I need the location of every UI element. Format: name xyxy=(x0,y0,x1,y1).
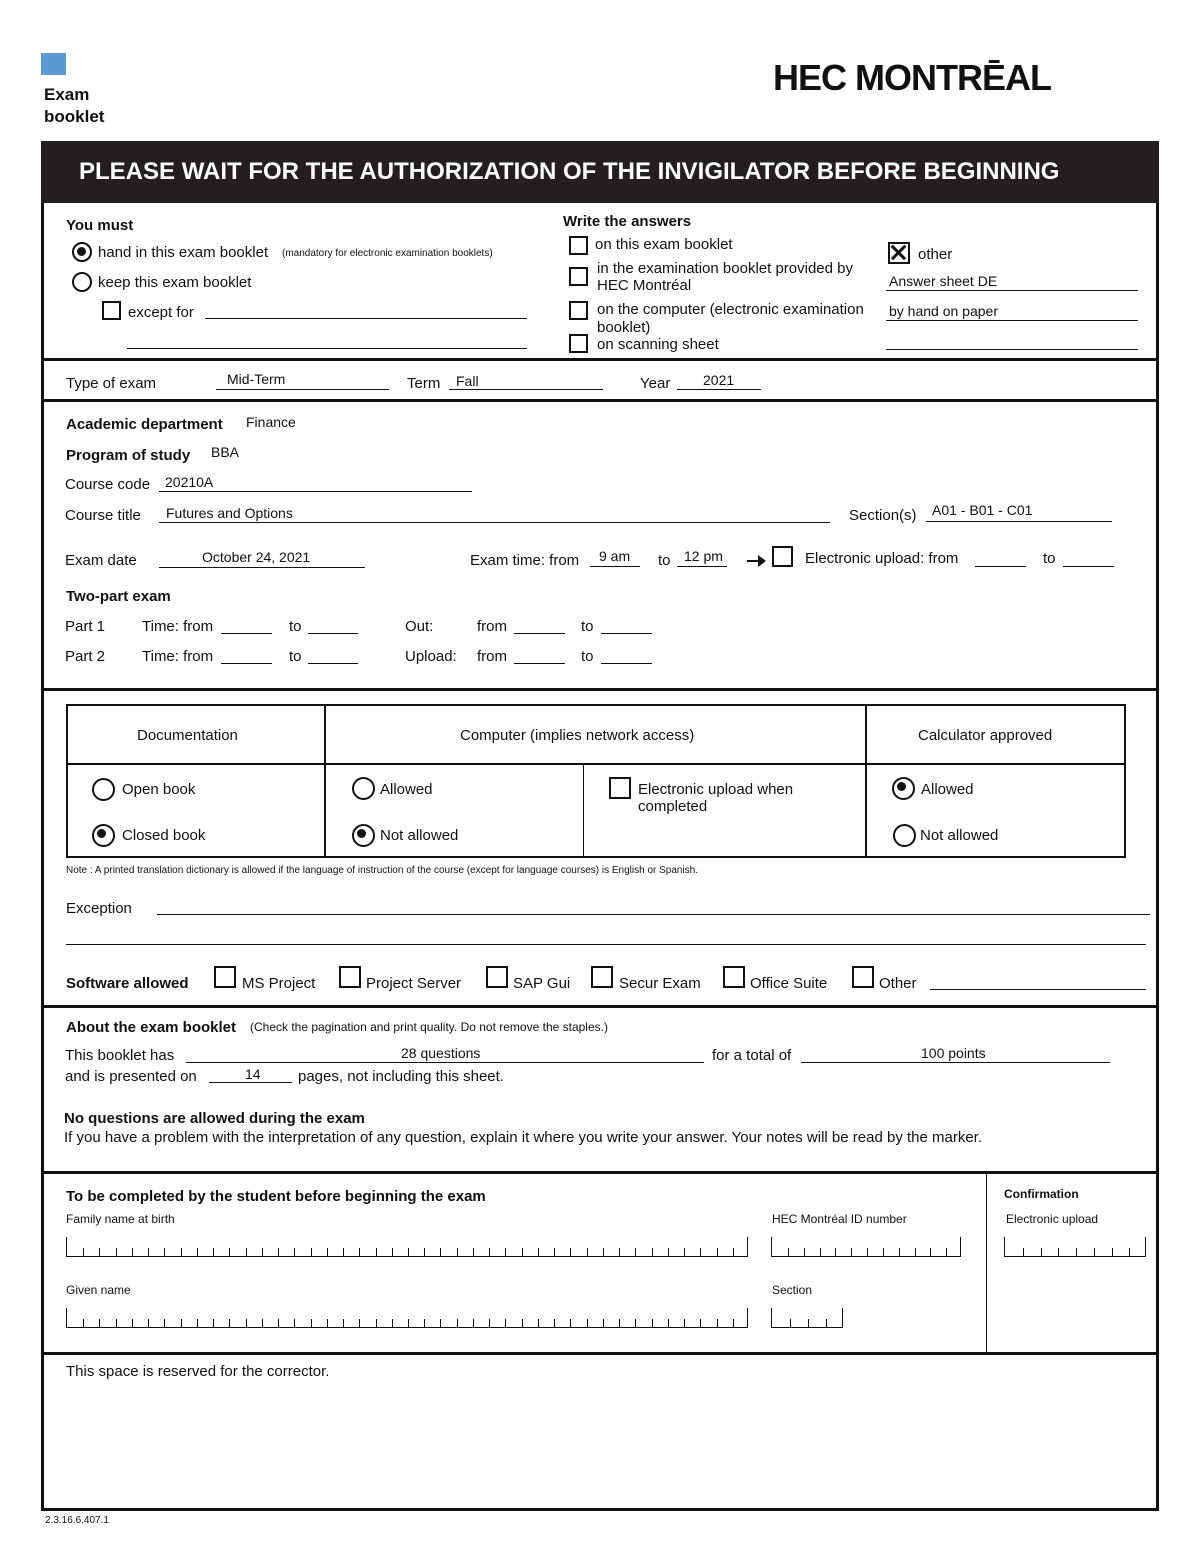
exception-label: Exception xyxy=(66,900,132,917)
part2-upload-to-label: to xyxy=(581,648,594,665)
answers-other-label: other xyxy=(918,246,953,263)
upload-when-a: Electronic upload when xyxy=(638,781,794,798)
divider-4 xyxy=(41,1005,1159,1008)
other-line-3 xyxy=(886,349,1138,350)
comb-tick xyxy=(83,1319,84,1327)
answers-opt4: on scanning sheet xyxy=(597,336,719,353)
write-answers-title: Write the answers xyxy=(563,213,692,230)
open-book-label: Open book xyxy=(122,781,196,798)
comb-tick xyxy=(820,1248,821,1256)
booklet-note: (Check the pagination and print quality. Do not remove the staples.) xyxy=(250,1020,608,1034)
presented-label: and is presented on xyxy=(65,1068,197,1085)
comb-tick xyxy=(883,1248,884,1256)
comb-tick xyxy=(930,1248,931,1256)
questions-line xyxy=(186,1062,704,1063)
comb-tick xyxy=(424,1319,425,1327)
part2-upload-to-line xyxy=(601,663,652,664)
comb-tick xyxy=(826,1319,827,1327)
part2-to-label: to xyxy=(289,648,302,665)
part1-label: Part 1 xyxy=(65,618,106,635)
except-line-2 xyxy=(127,348,527,349)
confirmation-label: Confirmation xyxy=(1004,1187,1079,1201)
comb-tick xyxy=(1076,1248,1077,1256)
sw-project-server-label: Project Server xyxy=(366,975,462,992)
comb-tick xyxy=(278,1248,279,1256)
sw-other-checkbox[interactable] xyxy=(852,966,874,988)
hand-in-radio[interactable] xyxy=(72,242,92,262)
term-value: Fall xyxy=(456,373,479,389)
sw-sap-checkbox[interactable] xyxy=(486,966,508,988)
computer-allowed-radio[interactable] xyxy=(352,777,375,800)
id-number-field[interactable] xyxy=(771,1237,961,1257)
total-label: for a total of xyxy=(712,1047,792,1064)
answers-booklet-checkbox[interactable] xyxy=(569,236,588,255)
comb-tick xyxy=(790,1319,791,1327)
points-value: 100 points xyxy=(921,1045,986,1061)
comb-tick xyxy=(116,1319,117,1327)
answers-opt3a: on the computer (electronic examination xyxy=(597,301,864,318)
family-name-label: Family name at birth xyxy=(66,1212,175,1226)
comb-tick xyxy=(717,1319,718,1327)
divider-3 xyxy=(41,688,1159,691)
section-line xyxy=(926,521,1112,522)
problem-text: If you have a problem with the interpretation of any question, explain it where you write your answer. Your notes will be read by the marker. xyxy=(64,1129,983,1146)
hec-logo: HEC MONTRĒAL xyxy=(773,57,1051,98)
given-name-field[interactable] xyxy=(66,1308,748,1328)
comb-tick xyxy=(440,1319,441,1327)
comb-tick xyxy=(327,1248,328,1256)
banner-text: PLEASE WAIT FOR THE AUTHORIZATION OF THE INVIGILATOR BEFORE BEGINNING xyxy=(79,158,1060,185)
section-field-label: Section xyxy=(772,1283,813,1297)
comb-tick xyxy=(603,1248,604,1256)
electronic-upload-label: Electronic upload xyxy=(1006,1212,1099,1226)
comb-tick xyxy=(522,1248,523,1256)
answers-other-value-1: Answer sheet DE xyxy=(889,273,998,289)
comb-tick xyxy=(213,1319,214,1327)
out-label: Out: xyxy=(405,618,434,635)
answers-opt2b: HEC Montréal xyxy=(597,277,692,294)
time-label: Exam time: from xyxy=(470,552,580,569)
exam-label: Exam xyxy=(44,85,90,104)
date-value: October 24, 2021 xyxy=(202,549,311,565)
calc-not-allowed-label: Not allowed xyxy=(920,827,999,844)
time-to-label: to xyxy=(658,552,671,569)
divider-6 xyxy=(41,1352,1159,1355)
upload-from-label: from xyxy=(477,648,507,665)
comb-tick xyxy=(700,1248,701,1256)
comb-tick xyxy=(473,1319,474,1327)
comb-tick xyxy=(262,1248,263,1256)
upload-when-completed-checkbox[interactable] xyxy=(609,777,631,799)
electronic-upload-checkbox[interactable] xyxy=(772,546,793,567)
sw-office-suite-label: Office Suite xyxy=(750,975,828,992)
type-value: Mid-Term xyxy=(227,371,286,387)
answers-other-value-2: by hand on paper xyxy=(889,303,998,319)
answers-opt2a: in the examination booklet provided by xyxy=(597,260,853,277)
questions-value: 28 questions xyxy=(401,1045,481,1061)
comb-tick xyxy=(804,1248,805,1256)
booklet-label: booklet xyxy=(44,107,105,126)
computer-not-allowed-radio[interactable] xyxy=(352,824,375,847)
comb-tick xyxy=(851,1248,852,1256)
materials-header-divider xyxy=(66,763,1126,765)
comb-tick xyxy=(229,1248,230,1256)
sw-ms-project-label: MS Project xyxy=(242,975,316,992)
comb-tick xyxy=(489,1248,490,1256)
section-field[interactable] xyxy=(771,1308,843,1328)
frame-bottom xyxy=(41,1508,1159,1511)
comb-tick xyxy=(359,1248,360,1256)
except-checkbox[interactable] xyxy=(102,301,121,320)
term-line xyxy=(449,389,603,390)
out-from-line xyxy=(514,633,565,634)
comb-tick xyxy=(457,1319,458,1327)
sw-secur-exam-label: Secur Exam xyxy=(619,975,701,992)
comb-tick xyxy=(808,1319,809,1327)
comb-tick xyxy=(505,1248,506,1256)
sw-other-line xyxy=(930,989,1146,990)
comb-tick xyxy=(505,1319,506,1327)
upload-label: Electronic upload: from xyxy=(805,550,959,567)
answers-opt1: on this exam booklet xyxy=(595,236,733,253)
software-label: Software allowed xyxy=(66,975,189,992)
part2-label: Part 2 xyxy=(65,648,106,665)
part1-time-label: Time: from xyxy=(142,618,214,635)
time-to-value: 12 pm xyxy=(684,548,723,564)
booklet-title: About the exam booklet xyxy=(66,1019,237,1036)
other-line-2 xyxy=(886,320,1138,321)
out-to-label: to xyxy=(581,618,594,635)
comb-tick xyxy=(717,1248,718,1256)
comb-tick xyxy=(1094,1248,1095,1256)
comb-tick xyxy=(684,1248,685,1256)
comb-tick xyxy=(213,1248,214,1256)
answers-computer-checkbox[interactable] xyxy=(569,301,588,320)
computer-not-allowed-label: Not allowed xyxy=(380,827,459,844)
sw-ms-project-checkbox[interactable] xyxy=(214,966,236,988)
pages-suffix: pages, not including this sheet. xyxy=(298,1068,504,1085)
comb-tick xyxy=(554,1319,555,1327)
comb-tick xyxy=(164,1319,165,1327)
comb-tick xyxy=(311,1248,312,1256)
points-line xyxy=(801,1062,1110,1063)
answers-scanning-checkbox[interactable] xyxy=(569,334,588,353)
sw-project-server-checkbox[interactable] xyxy=(339,966,361,988)
part2-from-line xyxy=(221,663,272,664)
comb-tick xyxy=(327,1319,328,1327)
comb-tick xyxy=(197,1248,198,1256)
brand-square-icon xyxy=(41,53,66,75)
part2-upload-from-line xyxy=(514,663,565,664)
answers-opt3b: booklet) xyxy=(597,319,651,336)
comb-tick xyxy=(343,1248,344,1256)
comb-tick xyxy=(164,1248,165,1256)
answers-other-checkbox[interactable] xyxy=(888,242,910,264)
upload-to-line xyxy=(1063,566,1114,567)
section-label: Section(s) xyxy=(849,507,917,524)
comb-tick xyxy=(473,1248,474,1256)
comb-tick xyxy=(359,1319,360,1327)
out-to-line xyxy=(601,633,652,634)
title-line xyxy=(159,522,830,523)
banner xyxy=(41,141,1159,203)
title-label: Course title xyxy=(65,507,141,524)
electronic-upload-field[interactable] xyxy=(1004,1237,1146,1257)
exception-line-2 xyxy=(66,944,1146,945)
comb-tick xyxy=(1129,1248,1130,1256)
comb-tick xyxy=(619,1248,620,1256)
calc-allowed-label: Allowed xyxy=(921,781,974,798)
pages-line xyxy=(209,1082,292,1083)
dept-value: Finance xyxy=(246,414,296,430)
comb-tick xyxy=(83,1248,84,1256)
divider-2 xyxy=(41,399,1159,402)
comb-tick xyxy=(570,1319,571,1327)
divider-1 xyxy=(41,358,1159,361)
divider-5 xyxy=(41,1171,1159,1174)
hand-in-label: hand in this exam booklet xyxy=(98,244,269,261)
section-value: A01 - B01 - C01 xyxy=(932,502,1033,518)
comb-tick xyxy=(788,1248,789,1256)
comb-tick xyxy=(1058,1248,1059,1256)
comb-tick xyxy=(278,1319,279,1327)
col-div-3 xyxy=(865,704,867,858)
comb-tick xyxy=(311,1319,312,1327)
comb-tick xyxy=(229,1319,230,1327)
given-name-label: Given name xyxy=(66,1283,131,1297)
comb-tick xyxy=(376,1248,377,1256)
comb-tick xyxy=(181,1319,182,1327)
dept-label: Academic department xyxy=(66,416,223,433)
date-label: Exam date xyxy=(65,552,137,569)
comb-tick xyxy=(408,1248,409,1256)
confirmation-divider xyxy=(986,1174,987,1354)
comb-tick xyxy=(116,1248,117,1256)
part1-to-line xyxy=(308,633,358,634)
two-part-label: Two-part exam xyxy=(66,588,171,605)
year-value: 2021 xyxy=(703,372,735,388)
comb-tick xyxy=(246,1248,247,1256)
no-questions: No questions are allowed during the exam xyxy=(64,1110,365,1127)
footer-code: 2.3.16.6.407.1 xyxy=(45,1515,109,1526)
comb-tick xyxy=(619,1319,620,1327)
comb-tick xyxy=(538,1248,539,1256)
time-to-line xyxy=(677,566,727,567)
pages-value: 14 xyxy=(245,1066,261,1082)
comb-tick xyxy=(457,1248,458,1256)
col-div-2 xyxy=(583,765,584,858)
title-value: Futures and Options xyxy=(166,505,293,521)
has-label: This booklet has xyxy=(65,1047,175,1064)
comb-tick xyxy=(148,1319,149,1327)
comb-tick xyxy=(554,1248,555,1256)
comb-tick xyxy=(181,1248,182,1256)
year-line xyxy=(677,389,761,390)
comb-tick xyxy=(440,1248,441,1256)
comb-tick xyxy=(99,1319,100,1327)
comb-tick xyxy=(99,1248,100,1256)
doc-header: Documentation xyxy=(137,727,238,744)
comb-tick xyxy=(668,1319,669,1327)
comb-tick xyxy=(587,1319,588,1327)
year-label: Year xyxy=(640,375,671,392)
comb-tick xyxy=(197,1319,198,1327)
type-line xyxy=(216,389,389,390)
comb-tick xyxy=(635,1248,636,1256)
time-from-value: 9 am xyxy=(599,548,631,564)
computer-allowed-label: Allowed xyxy=(380,781,433,798)
dictionary-note: Note : A printed translation dictionary is allowed if the language of instruction of the course (except for language courses) is English or Spanish. xyxy=(66,865,699,876)
comb-tick xyxy=(700,1319,701,1327)
comb-tick xyxy=(392,1319,393,1327)
comb-tick xyxy=(684,1319,685,1327)
term-label: Term xyxy=(407,375,441,392)
comb-tick xyxy=(489,1319,490,1327)
code-line xyxy=(159,491,472,492)
comb-tick xyxy=(733,1319,734,1327)
keep-radio[interactable] xyxy=(72,272,92,292)
comb-tick xyxy=(246,1319,247,1327)
comp-header: Computer (implies network access) xyxy=(460,727,695,744)
except-label: except for xyxy=(128,304,194,321)
corrector-text: This space is reserved for the corrector. xyxy=(66,1363,330,1380)
calc-allowed-radio[interactable] xyxy=(892,777,915,800)
comb-tick xyxy=(835,1248,836,1256)
comb-tick xyxy=(603,1319,604,1327)
arrow-right-icon xyxy=(747,553,767,569)
comb-tick xyxy=(262,1319,263,1327)
comb-tick xyxy=(392,1248,393,1256)
comb-tick xyxy=(915,1248,916,1256)
comb-tick xyxy=(538,1319,539,1327)
upload-when-b: completed xyxy=(638,798,708,815)
upload-to-label: to xyxy=(1043,550,1056,567)
comb-tick xyxy=(148,1248,149,1256)
code-value: 20210A xyxy=(165,474,214,490)
upload-from-line xyxy=(975,566,1026,567)
closed-book-radio[interactable] xyxy=(92,824,115,847)
comb-tick xyxy=(408,1319,409,1327)
comb-tick xyxy=(652,1319,653,1327)
calc-not-allowed-radio[interactable] xyxy=(893,824,916,847)
comb-tick xyxy=(343,1319,344,1327)
id-number-label: HEC Montréal ID number xyxy=(772,1212,907,1226)
closed-book-label: Closed book xyxy=(122,827,206,844)
hand-in-note: (mandatory for electronic examination booklets) xyxy=(282,248,493,259)
sw-office-suite-checkbox[interactable] xyxy=(723,966,745,988)
calc-header: Calculator approved xyxy=(918,727,1053,744)
program-value: BBA xyxy=(211,444,240,460)
open-book-radio[interactable] xyxy=(92,778,115,801)
upload-short-label: Upload: xyxy=(405,648,457,665)
part1-to-label: to xyxy=(289,618,302,635)
family-name-field[interactable] xyxy=(66,1237,748,1257)
you-must-title: You must xyxy=(66,217,134,234)
sw-sap-label: SAP Gui xyxy=(513,975,571,992)
comb-tick xyxy=(424,1248,425,1256)
comb-tick xyxy=(1023,1248,1024,1256)
comb-tick xyxy=(294,1319,295,1327)
comb-tick xyxy=(294,1248,295,1256)
code-label: Course code xyxy=(65,476,151,493)
comb-tick xyxy=(570,1248,571,1256)
comb-tick xyxy=(867,1248,868,1256)
sw-secur-exam-checkbox[interactable] xyxy=(591,966,613,988)
part2-to-line xyxy=(308,663,358,664)
out-from-label: from xyxy=(477,618,507,635)
comb-tick xyxy=(899,1248,900,1256)
exception-line-1 xyxy=(157,914,1150,915)
comb-tick xyxy=(946,1248,947,1256)
date-line xyxy=(159,567,365,568)
part1-from-line xyxy=(221,633,272,634)
except-line-1 xyxy=(205,318,527,319)
comb-tick xyxy=(652,1248,653,1256)
answers-hec-booklet-checkbox[interactable] xyxy=(569,267,588,286)
part2-time-label: Time: from xyxy=(142,648,214,665)
comb-tick xyxy=(587,1248,588,1256)
sw-other-label: Other xyxy=(879,975,917,992)
comb-tick xyxy=(668,1248,669,1256)
comb-tick xyxy=(1112,1248,1113,1256)
comb-tick xyxy=(1041,1248,1042,1256)
comb-tick xyxy=(132,1248,133,1256)
comb-tick xyxy=(635,1319,636,1327)
keep-label: keep this exam booklet xyxy=(98,274,252,291)
type-label: Type of exam xyxy=(66,375,157,392)
comb-tick xyxy=(376,1319,377,1327)
time-from-line xyxy=(590,566,640,567)
other-line-1 xyxy=(886,290,1138,291)
student-title: To be completed by the student before beginning the exam xyxy=(66,1188,486,1205)
col-div-1 xyxy=(324,704,326,858)
comb-tick xyxy=(132,1319,133,1327)
program-label: Program of study xyxy=(66,447,191,464)
comb-tick xyxy=(522,1319,523,1327)
comb-tick xyxy=(733,1248,734,1256)
